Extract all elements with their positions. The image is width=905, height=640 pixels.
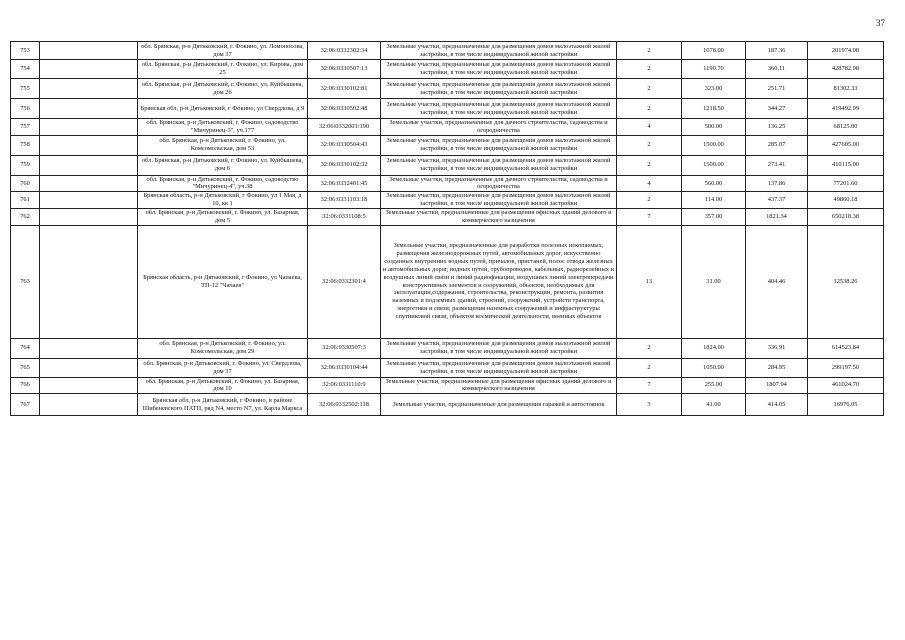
cadastral-number-cell: 32:06:0332401:45 — [308, 175, 381, 192]
use-group-code-cell: 2 — [617, 79, 682, 99]
specific-value-cell: 284.95 — [746, 358, 808, 377]
specific-value-cell: 360.11 — [746, 60, 808, 79]
use-group-code-cell: 4 — [617, 175, 682, 192]
empty-cell — [40, 358, 138, 377]
land-use-cell: Земельные участки, предназначенные для размещения домов малоэтажной жилой застройки, в том числе индивидуальной жилой застройки — [381, 99, 617, 119]
land-use-cell: Земельные участки, предназначенные для размещения домов малоэтажной жилой застройки, в том числе индивидуальной жилой застройки — [381, 358, 617, 377]
empty-cell — [40, 225, 138, 338]
use-group-code-cell: 7 — [617, 377, 682, 394]
area-cell: 357.00 — [682, 208, 746, 225]
cadastral-value-cell: 12538.26 — [808, 225, 884, 338]
page-number: 37 — [876, 18, 885, 28]
table-row — [11, 394, 884, 416]
cadastral-value-cell: 419492.99 — [808, 99, 884, 119]
specific-value-cell: 251.71 — [746, 79, 808, 99]
address-cell: обл. Брянская, р-н Дятьковский, г. Фокино, ул. Куйбышева, дом 26 — [138, 79, 308, 99]
address-cell: Брянская область, р-н Дятьковский, г Фокино, ул Чапаева, ТП-12 "Чапаев" — [138, 225, 308, 338]
row-number-cell: 757 — [11, 119, 40, 136]
cadastral-number-cell: 32:06:0332001:190 — [308, 119, 381, 136]
cadastral-value-cell: 427605.00 — [808, 135, 884, 155]
table-row — [11, 60, 884, 79]
specific-value-cell: 1807.94 — [746, 377, 808, 394]
table-row — [11, 225, 884, 338]
land-use-cell: Земельные участки, предназначенные для размещения домов малоэтажной жилой застройки, в том числе индивидуальной жилой застройки — [381, 42, 617, 60]
use-group-code-cell: 2 — [617, 338, 682, 358]
empty-cell — [40, 60, 138, 79]
cadastral-value-cell: 49860.18 — [808, 192, 884, 209]
land-use-cell: Земельные участки, предназначенные для размещения офисных зданий делового и коммерческого назначения — [381, 208, 617, 225]
cadastral-value-cell: 68125.00 — [808, 119, 884, 136]
address-cell: Брянская обл, р-н Дятьковский, г Фокино, в районе Шибеневского ПАТП, ряд N4, место N7, ул. Карла Маркса — [138, 394, 308, 416]
empty-cell — [40, 377, 138, 394]
empty-cell — [40, 135, 138, 155]
cadastral-value-cell: 201974.08 — [808, 42, 884, 60]
address-cell: обл. Брянская, р-н Дятьковский, г. Фокино, ул. Свердлова, дом 37 — [138, 358, 308, 377]
cadastral-number-cell: 32:06:0331108:5 — [308, 208, 381, 225]
use-group-code-cell: 2 — [617, 60, 682, 79]
area-cell: 1500.00 — [682, 155, 746, 175]
land-use-cell: Земельные участки, предназначенные для размещения домов малоэтажной жилой застройки, в том числе индивидуальной жилой застройки — [381, 135, 617, 155]
address-cell: Брянская обл, р-н Дятьковский, г Фокино, ул Свердлова, д 9 — [138, 99, 308, 119]
row-number-cell: 761 — [11, 192, 40, 209]
row-number-cell: 755 — [11, 79, 40, 99]
use-group-code-cell: 13 — [617, 225, 682, 338]
specific-value-cell: 336.91 — [746, 338, 808, 358]
area-cell: 1824.00 — [682, 338, 746, 358]
specific-value-cell: 273.41 — [746, 155, 808, 175]
specific-value-cell: 404.46 — [746, 225, 808, 338]
table-row — [11, 175, 884, 192]
table-row — [11, 338, 884, 358]
cadastral-value-cell: 614523.84 — [808, 338, 884, 358]
cadastral-number-cell: 32:06:0332502:118 — [308, 394, 381, 416]
use-group-code-cell: 2 — [617, 42, 682, 60]
land-registry-table — [10, 41, 884, 416]
address-cell: обл. Брянская, р-н Дятьковский, г. Фокино, ул. Комсомольская, дом 53 — [138, 135, 308, 155]
land-use-cell: Земельные участки, предназначенные для размещения домов малоэтажной жилой застройки, в том числе индивидуальной жилой застройки — [381, 60, 617, 79]
cadastral-value-cell: 428782.98 — [808, 60, 884, 79]
area-cell: 1050.00 — [682, 358, 746, 377]
use-group-code-cell: 2 — [617, 155, 682, 175]
empty-cell — [40, 192, 138, 209]
cadastral-number-cell: 32:06:0330104:44 — [308, 358, 381, 377]
row-number-cell: 765 — [11, 358, 40, 377]
cadastral-value-cell: 650218.38 — [808, 208, 884, 225]
row-number-cell: 760 — [11, 175, 40, 192]
cadastral-value-cell: 77201.60 — [808, 175, 884, 192]
use-group-code-cell: 2 — [617, 99, 682, 119]
cadastral-number-cell: 32:06:0330507:3 — [308, 338, 381, 358]
row-number-cell: 753 — [11, 42, 40, 60]
empty-cell — [40, 155, 138, 175]
area-cell: 1500.00 — [682, 135, 746, 155]
address-cell: обл. Брянская, р-н Дятьковский, г. Фокино, ул. Базарная, дом 10 — [138, 377, 308, 394]
use-group-code-cell: 7 — [617, 208, 682, 225]
specific-value-cell: 1821.34 — [746, 208, 808, 225]
cadastral-value-cell: 16976.05 — [808, 394, 884, 416]
cadastral-number-cell: 32:06:0330102:32 — [308, 155, 381, 175]
table-row — [11, 99, 884, 119]
land-use-cell: Земельные участки, предназначенные для дачного строительства, садоводства и огородничества — [381, 175, 617, 192]
table-row — [11, 155, 884, 175]
empty-cell — [40, 394, 138, 416]
specific-value-cell: 285.07 — [746, 135, 808, 155]
empty-cell — [40, 338, 138, 358]
specific-value-cell: 414.05 — [746, 394, 808, 416]
table-row — [11, 377, 884, 394]
use-group-code-cell: 4 — [617, 119, 682, 136]
table-row — [11, 135, 884, 155]
address-cell: обл. Брянская, р-н Дятьковский, г. Фокино, ул. Ломоносова, дом 37 — [138, 42, 308, 60]
cadastral-number-cell: 32:06:0330504:43 — [308, 135, 381, 155]
empty-cell — [40, 208, 138, 225]
cadastral-value-cell: 299197.50 — [808, 358, 884, 377]
cadastral-number-cell: 32:06:0330502:48 — [308, 99, 381, 119]
area-cell: 114.00 — [682, 192, 746, 209]
empty-cell — [40, 79, 138, 99]
land-use-cell: Земельные участки, предназначенные для дачного строительства, садоводства и огородничества — [381, 119, 617, 136]
cadastral-number-cell: 32:06:0332301:4 — [308, 225, 381, 338]
table-row — [11, 358, 884, 377]
land-use-cell: Земельные участки, предназначенные для размещения домов малоэтажной жилой застройки, в том числе индивидуальной жилой застройки — [381, 79, 617, 99]
land-use-cell: Земельные участки, предназначенные для размещения гаражей и автостоянок — [381, 394, 617, 416]
row-number-cell: 754 — [11, 60, 40, 79]
address-cell: обл. Брянская, р-н Дятьковский, г. Фокино, ул. Куйбышева, дом 6 — [138, 155, 308, 175]
use-group-code-cell: 2 — [617, 192, 682, 209]
cadastral-number-cell: 32:06:0331110:9 — [308, 377, 381, 394]
cadastral-number-cell: 32:06:0330102:81 — [308, 79, 381, 99]
area-cell: 560.00 — [682, 175, 746, 192]
row-number-cell: 759 — [11, 155, 40, 175]
row-number-cell: 762 — [11, 208, 40, 225]
row-number-cell: 766 — [11, 377, 40, 394]
use-group-code-cell: 2 — [617, 358, 682, 377]
specific-value-cell: 137.86 — [746, 175, 808, 192]
area-cell: 1218.50 — [682, 99, 746, 119]
table-body — [11, 42, 884, 416]
land-use-cell: Земельные участки, предназначенные для размещения домов малоэтажной жилой застройки, в том числе индивидуальной жилой застройки — [381, 192, 617, 209]
cadastral-number-cell: 32:06:0332302:34 — [308, 42, 381, 60]
row-number-cell: 756 — [11, 99, 40, 119]
land-use-cell: Земельные участки, предназначенные для разработки полезных ископаемых, размещения железнодорожных путей, автомобильных дорог, искусственно созданных внутренних водных путей, причалов, пристаней, полос отвода железных и автомобильных дорог, водных путей, трубопроводов, кабельных, радиорелейных и воздушных линий связи и линий радиофикации, воздушных линий электропередачи конструктивных элементов и сооружений, объектов, необходимых для эксплуатации,содержания, строительства, реконструкции, ремонта, развития наземных и подземных зданий, строений, сооружений, устройств транспорта, энергетики и связи; размещения наземных сооружений и инфраструктуры спутниковой связи, объектов космической деятельности, военных объектов — [381, 225, 617, 338]
table-row — [11, 79, 884, 99]
address-cell: обл. Брянская, р-н Дятьковский, г. Фокино, садоводство "Мичуринец-3", уч.177 — [138, 119, 308, 136]
specific-value-cell: 344.27 — [746, 99, 808, 119]
specific-value-cell: 187.36 — [746, 42, 808, 60]
cadastral-number-cell: 32:06:0331103:18 — [308, 192, 381, 209]
area-cell: 323.00 — [682, 79, 746, 99]
address-cell: обл. Брянская, р-н Дятьковский, г. Фокино, ул. Комсомольская, дом 29 — [138, 338, 308, 358]
area-cell: 500.00 — [682, 119, 746, 136]
specific-value-cell: 136.25 — [746, 119, 808, 136]
area-cell: 31.00 — [682, 225, 746, 338]
cadastral-value-cell: 410115.00 — [808, 155, 884, 175]
land-use-cell: Земельные участки, предназначенные для размещения домов малоэтажной жилой застройки, в том числе индивидуальной жилой застройки — [381, 338, 617, 358]
table-row — [11, 192, 884, 209]
row-number-cell: 764 — [11, 338, 40, 358]
use-group-code-cell: 2 — [617, 135, 682, 155]
address-cell: обл. Брянская, р-н Дятьковский, г. Фокино, ул. Кирова, дом 25 — [138, 60, 308, 79]
land-use-cell: Земельные участки, предназначенные для размещения офисных зданий делового и коммерческого назначения — [381, 377, 617, 394]
address-cell: Брянская область, р-н Дятьковский, г Фокино, ул 1 Мая, д 10, кв 1 — [138, 192, 308, 209]
empty-cell — [40, 42, 138, 60]
cadastral-number-cell: 32:06:0330507:13 — [308, 60, 381, 79]
row-number-cell: 763 — [11, 225, 40, 338]
area-cell: 41.00 — [682, 394, 746, 416]
empty-cell — [40, 119, 138, 136]
empty-cell — [40, 99, 138, 119]
use-group-code-cell: 3 — [617, 394, 682, 416]
address-cell: обл. Брянская, р-н Дятьковский, г. Фокино, садоводство "Мичуринец-4", уч.38 — [138, 175, 308, 192]
area-cell: 255.00 — [682, 377, 746, 394]
land-use-cell: Земельные участки, предназначенные для размещения домов малоэтажной жилой застройки, в том числе индивидуальной жилой застройки — [381, 155, 617, 175]
cadastral-value-cell: 461024.70 — [808, 377, 884, 394]
table-row — [11, 42, 884, 60]
row-number-cell: 758 — [11, 135, 40, 155]
area-cell: 1078.00 — [682, 42, 746, 60]
row-number-cell: 767 — [11, 394, 40, 416]
cadastral-value-cell: 81302.33 — [808, 79, 884, 99]
table-row — [11, 208, 884, 225]
address-cell: обл. Брянская, р-н Дятьковский, г. Фокино, ул. Базарная, дом 5 — [138, 208, 308, 225]
empty-cell — [40, 175, 138, 192]
area-cell: 1190.70 — [682, 60, 746, 79]
specific-value-cell: 437.37 — [746, 192, 808, 209]
table-row — [11, 119, 884, 136]
